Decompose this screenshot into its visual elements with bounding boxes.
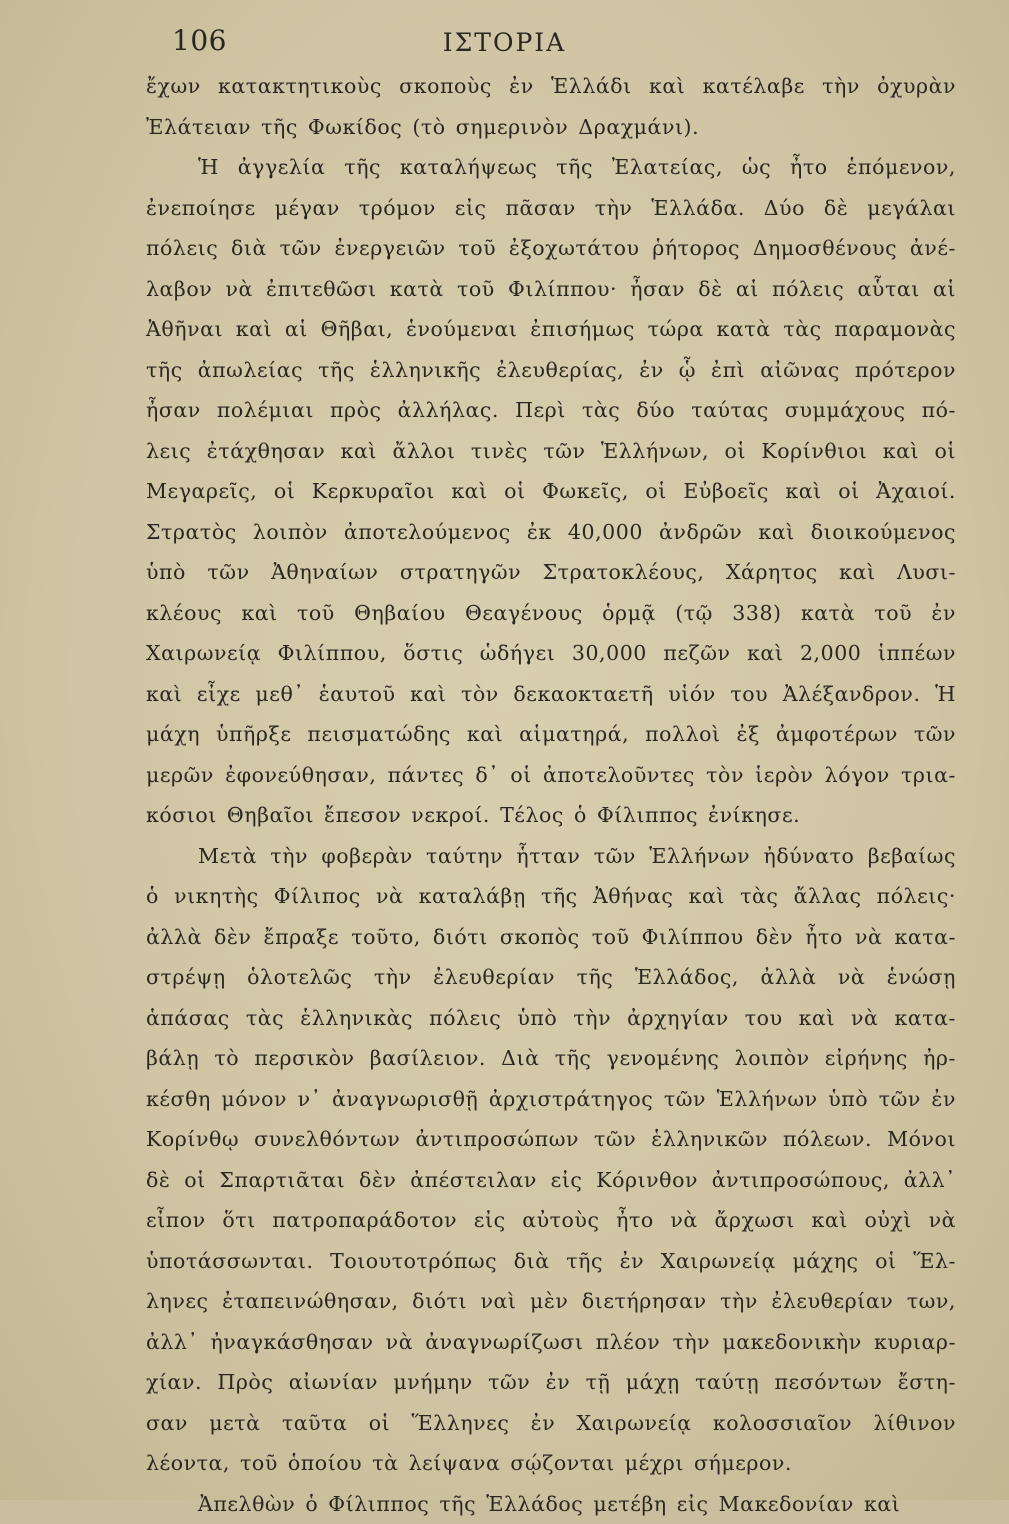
text-line: ἔχων κατακτητικοὺς σκοποὺς ἐν Ἑλλάδι καὶ κατέλαβε τὴν ὀχυρὰν (146, 66, 956, 107)
text-line: καὶ εἶχε μεθ᾿ ἑαυτοῦ καὶ τὸν δεκαοκταετῆ υἱόν του Ἀλέξανδρον. Ἡ (146, 674, 956, 715)
text-line: Κορίνθῳ συνελθόντων ἀντιπροσώπων τῶν ἑλληνικῶν πόλεων. Μόνοι (146, 1119, 956, 1160)
text-line: ὁ νικητὴς Φίλιπος νὰ καταλάβῃ τῆς Ἀθήνας καὶ τὰς ἄλλας πόλεις· (146, 876, 956, 917)
text-line: ὑποτάσσωνται. Τοιουτοτρόπως διὰ τῆς ἐν Χαιρωνείᾳ μάχης οἱ Ἕλ- (146, 1241, 956, 1282)
text-line: χίαν. Πρὸς αἰωνίαν μνήμην τῶν ἐν τῇ μάχῃ ταύτῃ πεσόντων ἔστη- (146, 1362, 956, 1403)
text-line: μερῶν ἐφονεύθησαν, πάντες δ᾿ οἱ ἀποτελοῦντες τὸν ἱερὸν λόγον τρια- (146, 755, 956, 796)
text-line: σαν μετὰ ταῦτα οἱ Ἕλληνες ἐν Χαιρωνείᾳ κολοσσιαῖον λίθινον (146, 1403, 956, 1444)
text-line: Στρατὸς λοιπὸν ἀποτελούμενος ἐκ 40,000 ἀνδρῶν καὶ διοικούμενος (146, 512, 956, 553)
text-line: Χαιρωνείᾳ Φιλίππου, ὅστις ὡδήγει 30,000 πεζῶν καὶ 2,000 ἱππέων (146, 633, 956, 674)
text-line: Ἐλάτειαν τῆς Φωκίδος (τὸ σημερινὸν Δραχμάνι). (146, 107, 956, 148)
text-line: λαβον νὰ ἐπιτεθῶσι κατὰ τοῦ Φιλίππου· ἦσαν δὲ αἱ πόλεις αὗται αἱ (146, 269, 956, 310)
text-line: Μεγαρεῖς, οἱ Κερκυραῖοι καὶ οἱ Φωκεῖς, οἱ Εὐβοεῖς καὶ οἱ Ἀχαιοί. (146, 471, 956, 512)
text-line: ἐνεποίησε μέγαν τρόμον εἰς πᾶσαν τὴν Ἑλλάδα. Δύο δὲ μεγάλαι (146, 188, 956, 229)
text-line: ἀλλὰ δὲν ἔπραξε τοῦτο, διότι σκοπὸς τοῦ Φιλίππου δὲν ἦτο νὰ κατα- (146, 917, 956, 958)
text-line: Ἀπελθὼν ὁ Φίλιππος τῆς Ἑλλάδος μετέβη εἰς Μακεδονίαν καὶ (146, 1484, 956, 1524)
text-line: ἀλλ᾿ ἠναγκάσθησαν νὰ ἀναγνωρίζωσι πλέον τὴν μακεδονικὴν κυριαρ- (146, 1322, 956, 1363)
text-line: κλέους καὶ τοῦ Θηβαίου Θεαγένους ὁρμᾷ (τῷ 338) κατὰ τοῦ ἐν (146, 593, 956, 634)
text-line: ληνες ἐταπεινώθησαν, διότι ναὶ μὲν διετήρησαν τὴν ἐλευθερίαν των, (146, 1281, 956, 1322)
text-line: Μετὰ τὴν φοβερὰν ταύτην ἧτταν τῶν Ἑλλήνων ἠδύνατο βεβαίως (146, 836, 956, 877)
text-line: κόσιοι Θηβαῖοι ἔπεσον νεκροί. Τέλος ὁ Φίλιππος ἐνίκησε. (146, 795, 956, 836)
text-line: κέσθη μόνον ν᾿ ἀναγνωρισθῇ ἀρχιστράτηγος τῶν Ἑλλήνων ὑπὸ τῶν ἐν (146, 1079, 956, 1120)
text-line: πόλεις διὰ τῶν ἐνεργειῶν τοῦ ἐξοχωτάτου ῥήτορος Δημοσθένους ἀνέ- (146, 228, 956, 269)
text-line: λέοντα, τοῦ ὁποίου τὰ λείψανα σῴζονται μέχρι σήμερον. (146, 1443, 956, 1484)
text-line: ἁπάσας τὰς ἑλληνικὰς πόλεις ὑπὸ τὴν ἀρχηγίαν του καὶ νὰ κατα- (146, 998, 956, 1039)
text-line: ὑπὸ τῶν Ἀθηναίων στρατηγῶν Στρατοκλέους, Χάρητος καὶ Λυσι- (146, 552, 956, 593)
body-text (146, 66, 956, 1524)
page-number: 106 (172, 24, 227, 57)
running-head: ΙΣΤΟΡΙΑ (0, 28, 1009, 57)
text-line: εἶπον ὅτι πατροπαράδοτον εἰς αὐτοὺς ἦτο νὰ ἄρχωσι καὶ οὐχὶ νὰ (146, 1200, 956, 1241)
text-line: μάχη ὑπῆρξε πεισματώδης καὶ αἱματηρά, πολλοὶ ἐξ ἀμφοτέρων τῶν (146, 714, 956, 755)
text-line: ἦσαν πολέμιαι πρὸς ἀλλήλας. Περὶ τὰς δύο ταύτας συμμάχους πό- (146, 390, 956, 431)
text-line: στρέψῃ ὁλοτελῶς τὴν ἐλευθερίαν τῆς Ἑλλάδος, ἀλλὰ νὰ ἑνώσῃ (146, 957, 956, 998)
text-line: Ἡ ἀγγελία τῆς καταλήψεως τῆς Ἐλατείας, ὡς ἦτο ἑπόμενον, (146, 147, 956, 188)
text-line: Ἀθῆναι καὶ αἱ Θῆβαι, ἑνούμεναι ἐπισήμως τώρα κατὰ τὰς παραμονὰς (146, 309, 956, 350)
text-line: βάλῃ τὸ περσικὸν βασίλειον. Διὰ τῆς γενομένης λοιπὸν εἰρήνης ἠρ- (146, 1038, 956, 1079)
text-line: λεις ἐτάχθησαν καὶ ἄλλοι τινὲς τῶν Ἑλλήνων, οἱ Κορίνθιοι καὶ οἱ (146, 431, 956, 472)
text-line: τῆς ἀπωλείας τῆς ἑλληνικῆς ἐλευθερίας, ἐν ᾧ ἐπὶ αἰῶνας πρότερον (146, 350, 956, 391)
text-line: δὲ οἱ Σπαρτιᾶται δὲν ἀπέστειλαν εἰς Κόρινθον ἀντιπροσώπους, ἀλλ᾿ (146, 1160, 956, 1201)
